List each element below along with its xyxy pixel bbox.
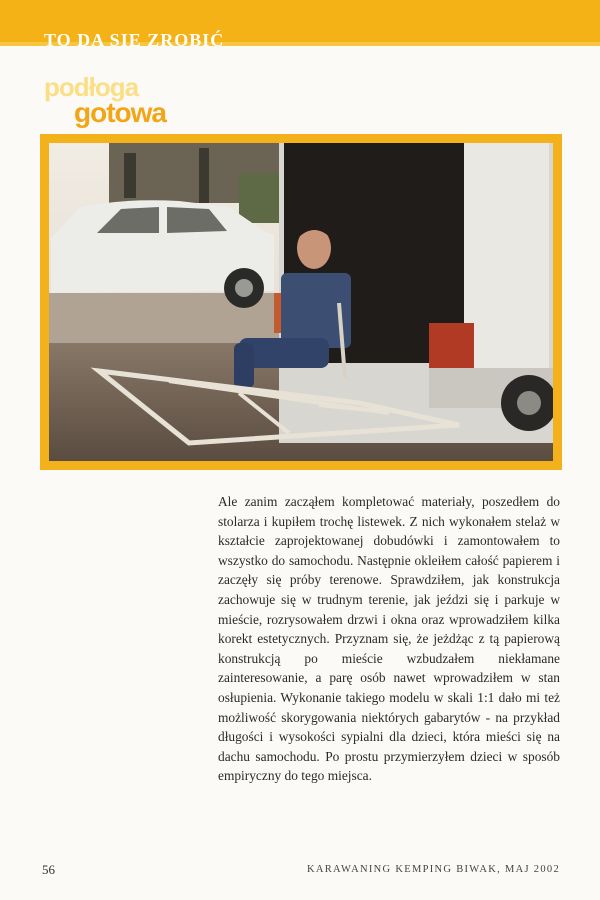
headline-line-1: podłoga <box>44 72 139 102</box>
article-paragraph: Ale zanim zacząłem kompletować materiały, poszedłem do stolarza i kupiłem trochę listewek. Z nich wykonałem stelaż w kształcie zaprojektowanej dobudówki i zamontowałem to wszystko do samochodu. Następnie okleiłem całość papierem i zaczęły się próby terenowe. Sprawdziłem, jak konstrukcja zachowuje się w trudnym terenie, jak jeździ się i parkuje w mieście, rozrysowałem drzwi i okna oraz wprowadziłem kilka korekt estetycznych. Przyznam się, że jeżdżąc z tą papierową konstrukcją po mieście wzbudzałem niekłamane zainteresowanie, a parę osób nawet wprowadziłem w stan osłupienia. Wykonanie takiego modelu w skali 1:1 dało mi też możliwość skorygowania niektórych gabarytów - na przykład długości i wysokości sypialni dla dzieci, która mieści się na dachu samochodu. Po prostu przymierzyłem dzieci w sposób empiryczny do tego miejsca. <box>218 494 560 784</box>
article-body <box>218 492 560 786</box>
publication-footer: KARAWANING KEMPING BIWAK, MAJ 2002 <box>306 864 560 875</box>
article-photo <box>49 143 553 461</box>
headline-line-2: gotowa <box>74 97 166 128</box>
section-title: TO DA SIE ZROBIĆ <box>44 30 225 50</box>
page-number: 56 <box>42 862 55 877</box>
photo-frame <box>40 134 562 470</box>
